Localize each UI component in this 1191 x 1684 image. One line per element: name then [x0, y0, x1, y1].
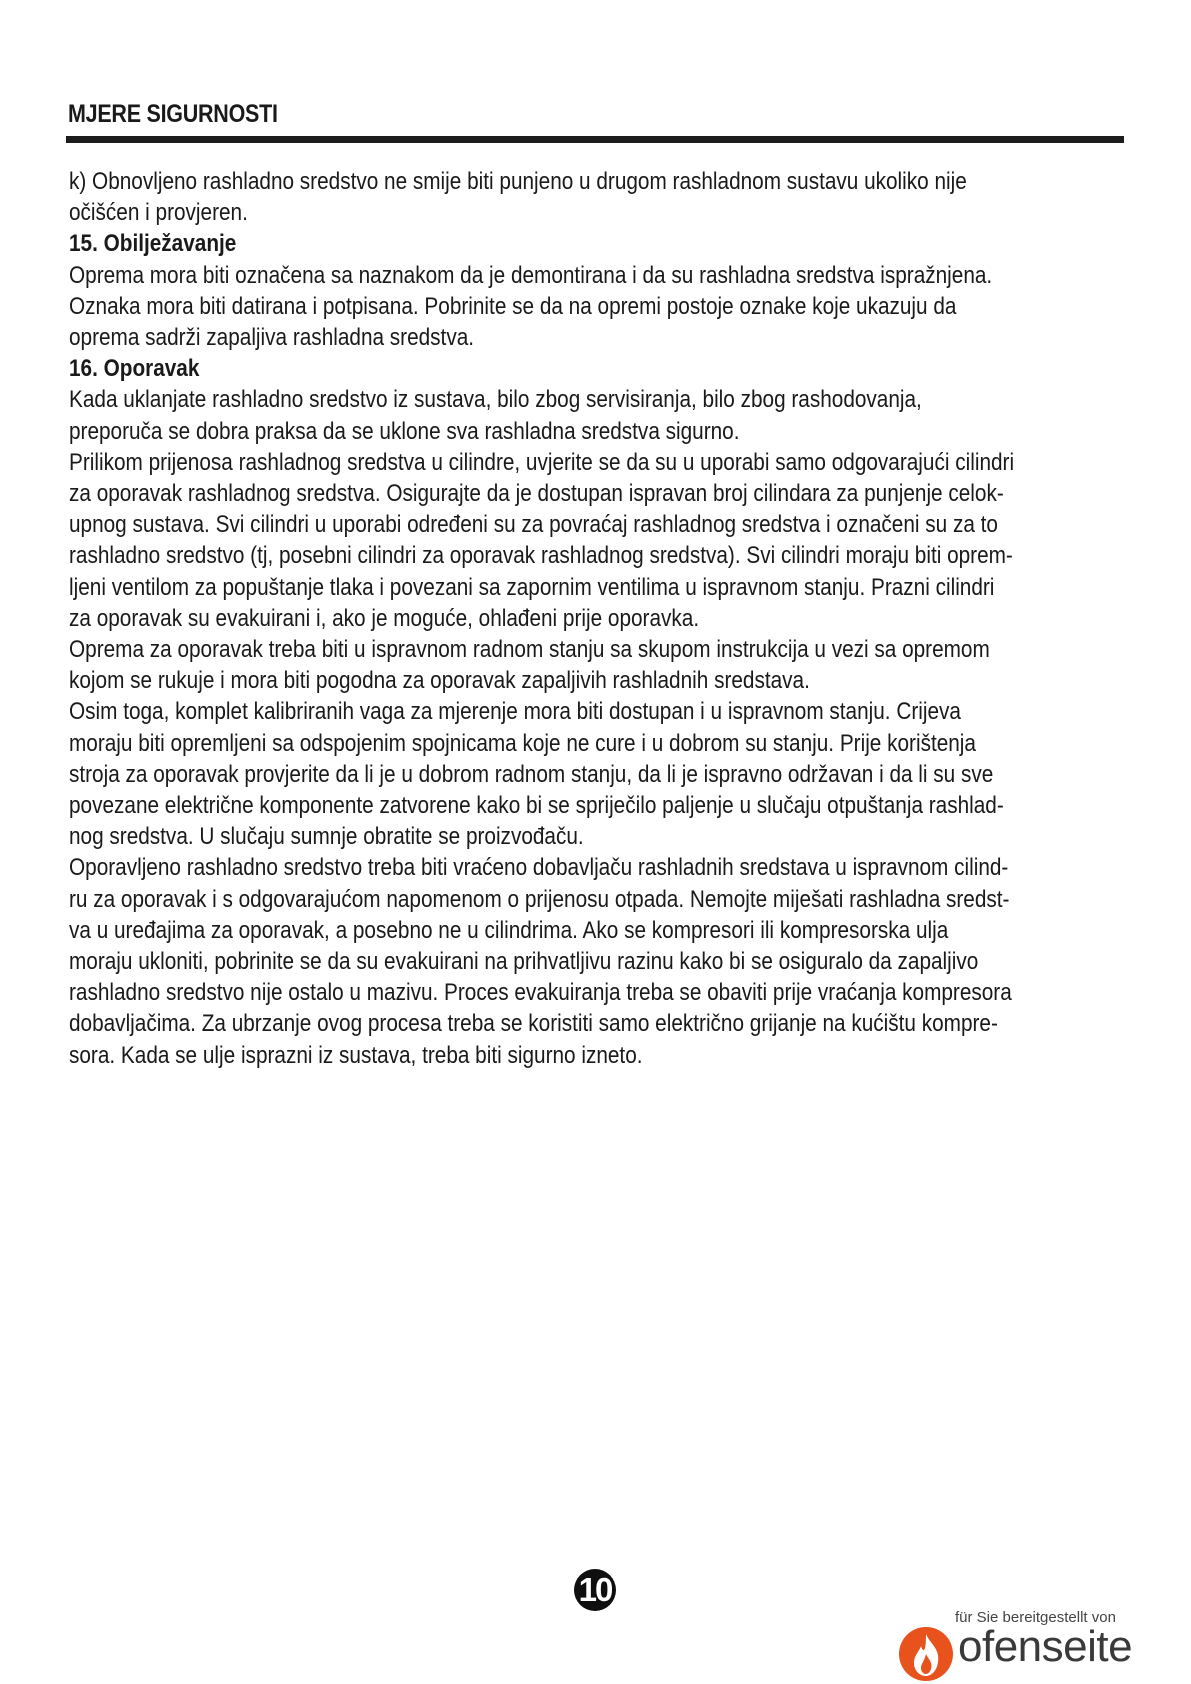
brand-caption: für Sie bereitgestellt von: [955, 1609, 1116, 1626]
body-text-line: Kada uklanjate rashladno sredstvo iz sustava, bilo zbog servisiranja, bilo zbog rashodovanja,: [69, 386, 922, 414]
body-text-line: nog sredstva. U slučaju sumnje obratite se proizvođaču.: [69, 823, 584, 851]
body-text-line: Prilikom prijenosa rashladnog sredstva u cilindre, uvjerite se da su u uporabi samo odgovarajući cilindri: [69, 448, 1015, 476]
body-text-line: dobavljačima. Za ubrzanje ovog procesa treba se koristiti samo električno grijanje na kućištu kompre-: [69, 1010, 998, 1038]
body-text-line: povezane električne komponente zatvorene kako bi se spriječilo paljenje u slučaju otpuštanja rashlad-: [69, 792, 1004, 820]
page-number: 10: [574, 1569, 616, 1611]
body-text-line: rashladno sredstvo (tj, posebni cilindri za oporavak rashladnog sredstva). Svi cilindri moraju biti oprem-: [69, 542, 1013, 570]
body-text-line: Oprema mora biti označena sa naznakom da je demontirana i da su rashladna sredstva ispražnjena.: [69, 261, 993, 289]
body-text-line: va u uređajima za oporavak, a posebno ne u cilindrima. Ako se kompresori ili kompresorska ulja: [69, 916, 949, 944]
page-title: MJERE SIGURNOSTI: [68, 100, 278, 128]
brand-name: ofenseite: [958, 1622, 1133, 1671]
document-body: [69, 166, 1072, 1071]
body-text-line: za oporavak su evakuirani i, ako je moguće, ohlađeni prije oporavka.: [69, 604, 700, 632]
body-text-line: ru za oporavak i s odgovarajućom napomenom o prijenosu otpada. Nemojte miješati rashladna sredst-: [69, 885, 1010, 913]
body-text-line: stroja za oporavak provjerite da li je u dobrom radnom stanju, da li je ispravno održavan i da li su sve: [69, 760, 994, 788]
body-text-line: upnog sustava. Svi cilindri u uporabi određeni su za povraćaj rashladnog sredstva i označeni su za to: [69, 511, 998, 539]
body-text-line: k) Obnovljeno rashladno sredstvo ne smije biti punjeno u drugom rashladnom sustavu ukoliko nije: [69, 168, 967, 195]
body-text-line: Oprema za oporavak treba biti u ispravnom radnom stanju sa skupom instrukcija u vezi sa opremom: [69, 636, 990, 664]
body-text-line: rashladno sredstvo nije ostalo u mazivu. Proces evakuiranja treba se obaviti prije vraćanja kompresora: [69, 979, 1012, 1007]
flame-logo-icon: [896, 1624, 956, 1682]
section-heading: 15. Obilježavanje: [69, 230, 237, 258]
body-text-line: moraju biti opremljeni sa odspojenim spojnicama koje ne cure i u dobrom su stanju. Prije korištenja: [69, 729, 976, 757]
body-text-line: sora. Kada se ulje isprazni iz sustava, treba biti sigurno izneto.: [69, 1041, 643, 1069]
body-text-line: kojom se rukuje i mora biti pogodna za oporavak zapaljivih rashladnih sredstava.: [69, 667, 810, 695]
body-text-line: moraju ukloniti, pobrinite se da su evakuirani na prihvatljivu razinu kako bi se osiguralo da zapaljivo: [69, 948, 979, 976]
body-text-line: za oporavak rashladnog sredstva. Osigurajte da je dostupan ispravan broj cilindara za punjenje celok-: [69, 480, 1004, 508]
body-text-line: očišćen i provjeren.: [69, 199, 248, 227]
body-text-line: oprema sadrži zapaljiva rashladna sredstva.: [69, 324, 475, 352]
body-text-line: ljeni ventilom za popuštanje tlaka i povezani sa zapornim ventilima u ispravnom stanju. Prazni cilindri: [69, 573, 995, 601]
header-divider: [66, 136, 1124, 143]
body-text-line: Oznaka mora biti datirana i potpisana. Pobrinite se da na opremi postoje oznake koje ukazuju da: [69, 292, 957, 320]
section-heading: 16. Oporavak: [69, 355, 200, 383]
body-text-line: preporuča se dobra praksa da se uklone sva rashladna sredstva sigurno.: [69, 417, 740, 445]
body-text-line: Osim toga, komplet kalibriranih vaga za mjerenje mora biti dostupan i u ispravnom stanju. Crijeva: [69, 698, 961, 726]
body-text-line: Oporavljeno rashladno sredstvo treba biti vraćeno dobavljaču rashladnih sredstava u ispravnom cilind-: [69, 854, 1009, 882]
